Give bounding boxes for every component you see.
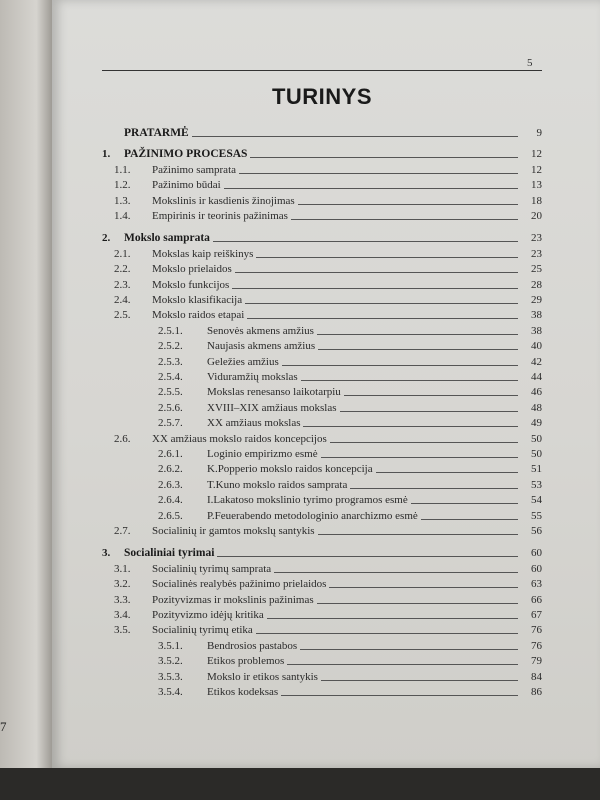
toc-entry-page: 79	[531, 655, 542, 668]
toc-entry: 2.5.1. Senovės akmens amžius 38	[158, 324, 542, 337]
toc-entry-page: 50	[531, 432, 542, 445]
toc-entry-page: 56	[531, 525, 542, 537]
book-page	[52, 0, 600, 768]
toc-entry-label: Loginio empirizmo esmė	[207, 448, 318, 460]
toc-leader-line	[267, 618, 518, 619]
toc-entry: 3.2. Socialinės realybės pažinimo prielaidos 63	[114, 578, 542, 591]
toc-entry-page: 12	[531, 163, 542, 176]
toc-entry: 2.1. Mokslas kaip reiškinys 23	[114, 247, 542, 260]
toc-entry-label: Socialinių tyrimų etika	[152, 624, 253, 637]
toc-entry-page: 51	[531, 463, 542, 476]
toc-entry-page: 38	[531, 324, 542, 337]
toc-entry: 2.5.5. Mokslas renesanso laikotarpiu 46	[158, 386, 542, 399]
left-page-number: 7	[0, 719, 7, 734]
toc-leader-line	[329, 587, 518, 588]
toc-leader-line	[330, 442, 518, 443]
toc-leader-line	[317, 334, 518, 335]
toc-leader-line	[318, 534, 518, 535]
toc-leader-line	[235, 272, 518, 273]
toc-entry-label: Viduramžių mokslas	[207, 371, 298, 383]
toc-leader-line	[318, 349, 518, 350]
toc-entry-page: 23	[531, 232, 542, 245]
toc-entry: 2.6.3. T.Kuno mokslo raidos samprata 53	[158, 478, 542, 491]
toc-entry-label: P.Feuerabendo metodologinio anarchizmo esmė	[207, 509, 418, 522]
toc-entry: 2.6.5. P.Feuerabendo metodologinio anarchizmo esmė 55	[158, 509, 542, 522]
background-shadow	[0, 768, 600, 800]
toc-entry: 2.7. Socialinių ir gamtos mokslų santykis 56	[114, 525, 542, 537]
toc-entry-label: Mokslas kaip reiškinys	[152, 247, 254, 260]
toc-entry-label: XX amžiaus mokslo raidos koncepcijos	[152, 432, 327, 445]
toc-entry-page: 18	[531, 194, 542, 207]
toc-entry-page: 54	[531, 494, 542, 507]
toc-entry-label: Mokslo ir etikos santykis	[207, 670, 318, 683]
toc-leader-line	[303, 426, 518, 427]
toc-entry-label: Mokslo klasifikacija	[152, 294, 243, 306]
toc-entry-page: 29	[531, 294, 542, 306]
toc-entry-page: 60	[531, 562, 542, 575]
left-page-edge	[0, 0, 52, 800]
toc-entry-label: Pozityvizmas ir mokslinis pažinimas	[152, 593, 314, 606]
toc-entry-page: 50	[531, 448, 542, 460]
toc-entry-label: PAŽINIMO PROCESAS	[124, 148, 248, 161]
toc-entry: 2.5.7. XX amžiaus mokslas 49	[158, 417, 542, 430]
toc-entry: 3. Socialiniai tyrimai 60	[102, 547, 542, 560]
toc-entry-page: 63	[531, 578, 542, 591]
toc-leader-line	[340, 411, 518, 412]
toc-entry-label: Etikos problemos	[207, 655, 285, 668]
toc-entry-label: Mokslo raidos etapai	[152, 309, 245, 322]
toc-entry-label: Socialinės realybės pažinimo prielaidos	[152, 578, 327, 591]
toc-leader-line	[317, 603, 518, 604]
toc-entry-label: Socialinių tyrimų samprata	[152, 562, 272, 575]
toc-entry: 2.5. Mokslo raidos etapai 38	[114, 309, 542, 322]
toc-entry	[102, 124, 542, 139]
toc-entry-label: Etikos kodeksas	[207, 686, 279, 698]
toc-entry-page: 23	[531, 247, 542, 260]
toc-entry-page: 46	[531, 386, 542, 399]
toc-entry: 2.6. XX amžiaus mokslo raidos koncepcijos 50	[114, 432, 542, 445]
toc-leader-line	[256, 257, 518, 258]
toc-entry-label: Senovės akmens amžius	[207, 324, 314, 337]
toc-leader-line	[245, 303, 518, 304]
toc-leader-line	[213, 241, 518, 242]
toc-entry-label: Socialiniai tyrimai	[124, 547, 215, 560]
toc-entry-label: Mokslo funkcijos	[152, 278, 230, 291]
toc-entry: 1.1. Pažinimo samprata 12	[114, 163, 542, 176]
toc-entry-page: 28	[531, 278, 542, 291]
toc-leader-line	[217, 556, 518, 557]
toc-entry: 2.5.3. Geležies amžius 42	[158, 355, 542, 368]
page-number: 5	[527, 57, 533, 69]
toc-entry-label: K.Popperio mokslo raidos koncepcija	[207, 463, 373, 476]
toc-entry: 3.4. Pozityvizmo idėjų kritika 67	[114, 609, 542, 621]
toc-entry-label: I.Lakatoso mokslinio tyrimo programos esmė	[207, 494, 408, 507]
toc-entry-page: 76	[531, 639, 542, 652]
toc-entry-page: 67	[531, 609, 542, 621]
toc-leader-line	[321, 680, 518, 681]
toc-leader-line	[321, 457, 518, 458]
toc-entry: 2.5.4. Viduramžių mokslas 44	[158, 371, 542, 383]
toc-entry-page: 48	[531, 401, 542, 414]
toc-leader-line	[239, 173, 518, 174]
toc-entry-page: 76	[531, 624, 542, 637]
toc-entry: 1. PAŽINIMO PROCESAS 12	[102, 148, 542, 161]
toc-entry: 1.4. Empirinis ir teorinis pažinimas 20	[114, 210, 542, 222]
toc-entry: 2.5.6. XVIII–XIX amžiaus mokslas 48	[158, 401, 542, 414]
toc-entry-label: PRATARMĖ	[124, 127, 189, 139]
toc-entry-page: 86	[531, 686, 542, 698]
toc-entry: 3.3. Pozityvizmas ir mokslinis pažinimas 66	[114, 593, 542, 606]
toc-leader-line	[256, 633, 518, 634]
toc-entry: 2.6.2. K.Popperio mokslo raidos koncepcija 51	[158, 463, 542, 476]
page-title: TURINYS	[271, 84, 373, 109]
toc-entry-label: Pažinimo būdai	[152, 179, 221, 192]
toc-entry-page: 20	[531, 210, 542, 222]
toc-entry-page: 9	[536, 127, 542, 139]
toc-entry-page: 66	[531, 593, 542, 606]
toc-leader-line	[250, 157, 518, 158]
toc-entry-page: 53	[531, 478, 542, 491]
toc-entry: 2.6.1. Loginio empirizmo esmė 50	[158, 448, 542, 460]
toc-entry-label: XVIII–XIX amžiaus mokslas	[207, 401, 337, 414]
toc-entry-label: Mokslo samprata	[124, 232, 210, 245]
toc-entry-page: 40	[531, 340, 542, 353]
toc-entry-page: 12	[531, 148, 542, 161]
toc-entry-label: Pozityvizmo idėjų kritika	[152, 609, 264, 621]
toc-entry-label: Socialinių ir gamtos mokslų santykis	[152, 525, 315, 537]
toc-leader-line	[344, 395, 518, 396]
toc-leader-line	[224, 188, 518, 189]
toc-entry: 2. Mokslo samprata 23	[102, 232, 542, 245]
toc-leader-line	[421, 519, 518, 520]
toc-leader-line	[282, 365, 518, 366]
toc-entry-page: 13	[531, 179, 542, 192]
toc-entry-label: Pažinimo samprata	[152, 163, 237, 176]
toc-entry-page: 38	[531, 309, 542, 322]
toc-entry-label: Mokslas renesanso laikotarpiu	[207, 386, 341, 399]
toc-entry-label: Mokslinis ir kasdienis žinojimas	[152, 194, 295, 207]
toc-leader-line	[291, 219, 518, 220]
toc-entry-page: 42	[531, 355, 542, 368]
toc-entry-page: 55	[531, 509, 542, 522]
toc-entry: 3.5.2. Etikos problemos 79	[158, 655, 542, 668]
toc-entry: 2.4. Mokslo klasifikacija 29	[114, 294, 542, 306]
toc-entry-page: 84	[531, 670, 542, 683]
toc-entry: 2.3. Mokslo funkcijos 28	[114, 278, 542, 291]
toc-entry: 3.5.3. Mokslo ir etikos santykis 84	[158, 670, 542, 683]
toc-entry: 3.5. Socialinių tyrimų etika 76	[114, 624, 542, 637]
toc-entry: 1.2. Pažinimo būdai 13	[114, 179, 542, 192]
toc-leader-line	[281, 695, 518, 696]
toc-leader-line	[274, 572, 518, 573]
toc-leader-line	[232, 288, 518, 289]
toc-entry-label: Bendrosios pastabos	[207, 639, 298, 652]
toc-leader-line	[192, 136, 518, 137]
toc-entry-page: 60	[531, 547, 542, 560]
toc-entry: 2.5.2. Naujasis akmens amžius 40	[158, 340, 542, 353]
toc-entry: 2.6.4. I.Lakatoso mokslinio tyrimo programos esmė 54	[158, 494, 542, 507]
toc-entry-page: 44	[531, 371, 542, 383]
toc-entry-label: T.Kuno mokslo raidos samprata	[207, 478, 348, 491]
toc-leader-line	[411, 503, 518, 504]
toc-entry-label: XX amžiaus mokslas	[207, 417, 301, 430]
toc-leader-line	[376, 472, 518, 473]
toc-leader-line	[298, 204, 518, 205]
toc-entry-label: Mokslo prielaidos	[152, 263, 232, 276]
toc-leader-line	[300, 649, 518, 650]
toc-entry-label: Geležies amžius	[207, 355, 279, 368]
toc-entry-label: Empirinis ir teorinis pažinimas	[152, 210, 288, 222]
toc-entry: 3.5.4. Etikos kodeksas 86	[158, 686, 542, 698]
toc-entry: 1.3. Mokslinis ir kasdienis žinojimas 18	[114, 194, 542, 207]
toc-entry-page: 49	[531, 417, 542, 430]
toc-entry: 3.1. Socialinių tyrimų samprata 60	[114, 562, 542, 575]
toc-leader-line	[247, 318, 518, 319]
toc-entry-label: Naujasis akmens amžius	[207, 340, 316, 353]
toc-entry-page: 25	[531, 263, 542, 276]
toc-leader-line	[350, 488, 518, 489]
toc-leader-line	[301, 380, 518, 381]
toc-leader-line	[287, 664, 518, 665]
toc-entry: 2.2. Mokslo prielaidos 25	[114, 263, 542, 276]
header-rule	[102, 70, 542, 71]
toc-entry: 3.5.1. Bendrosios pastabos 76	[158, 639, 542, 652]
